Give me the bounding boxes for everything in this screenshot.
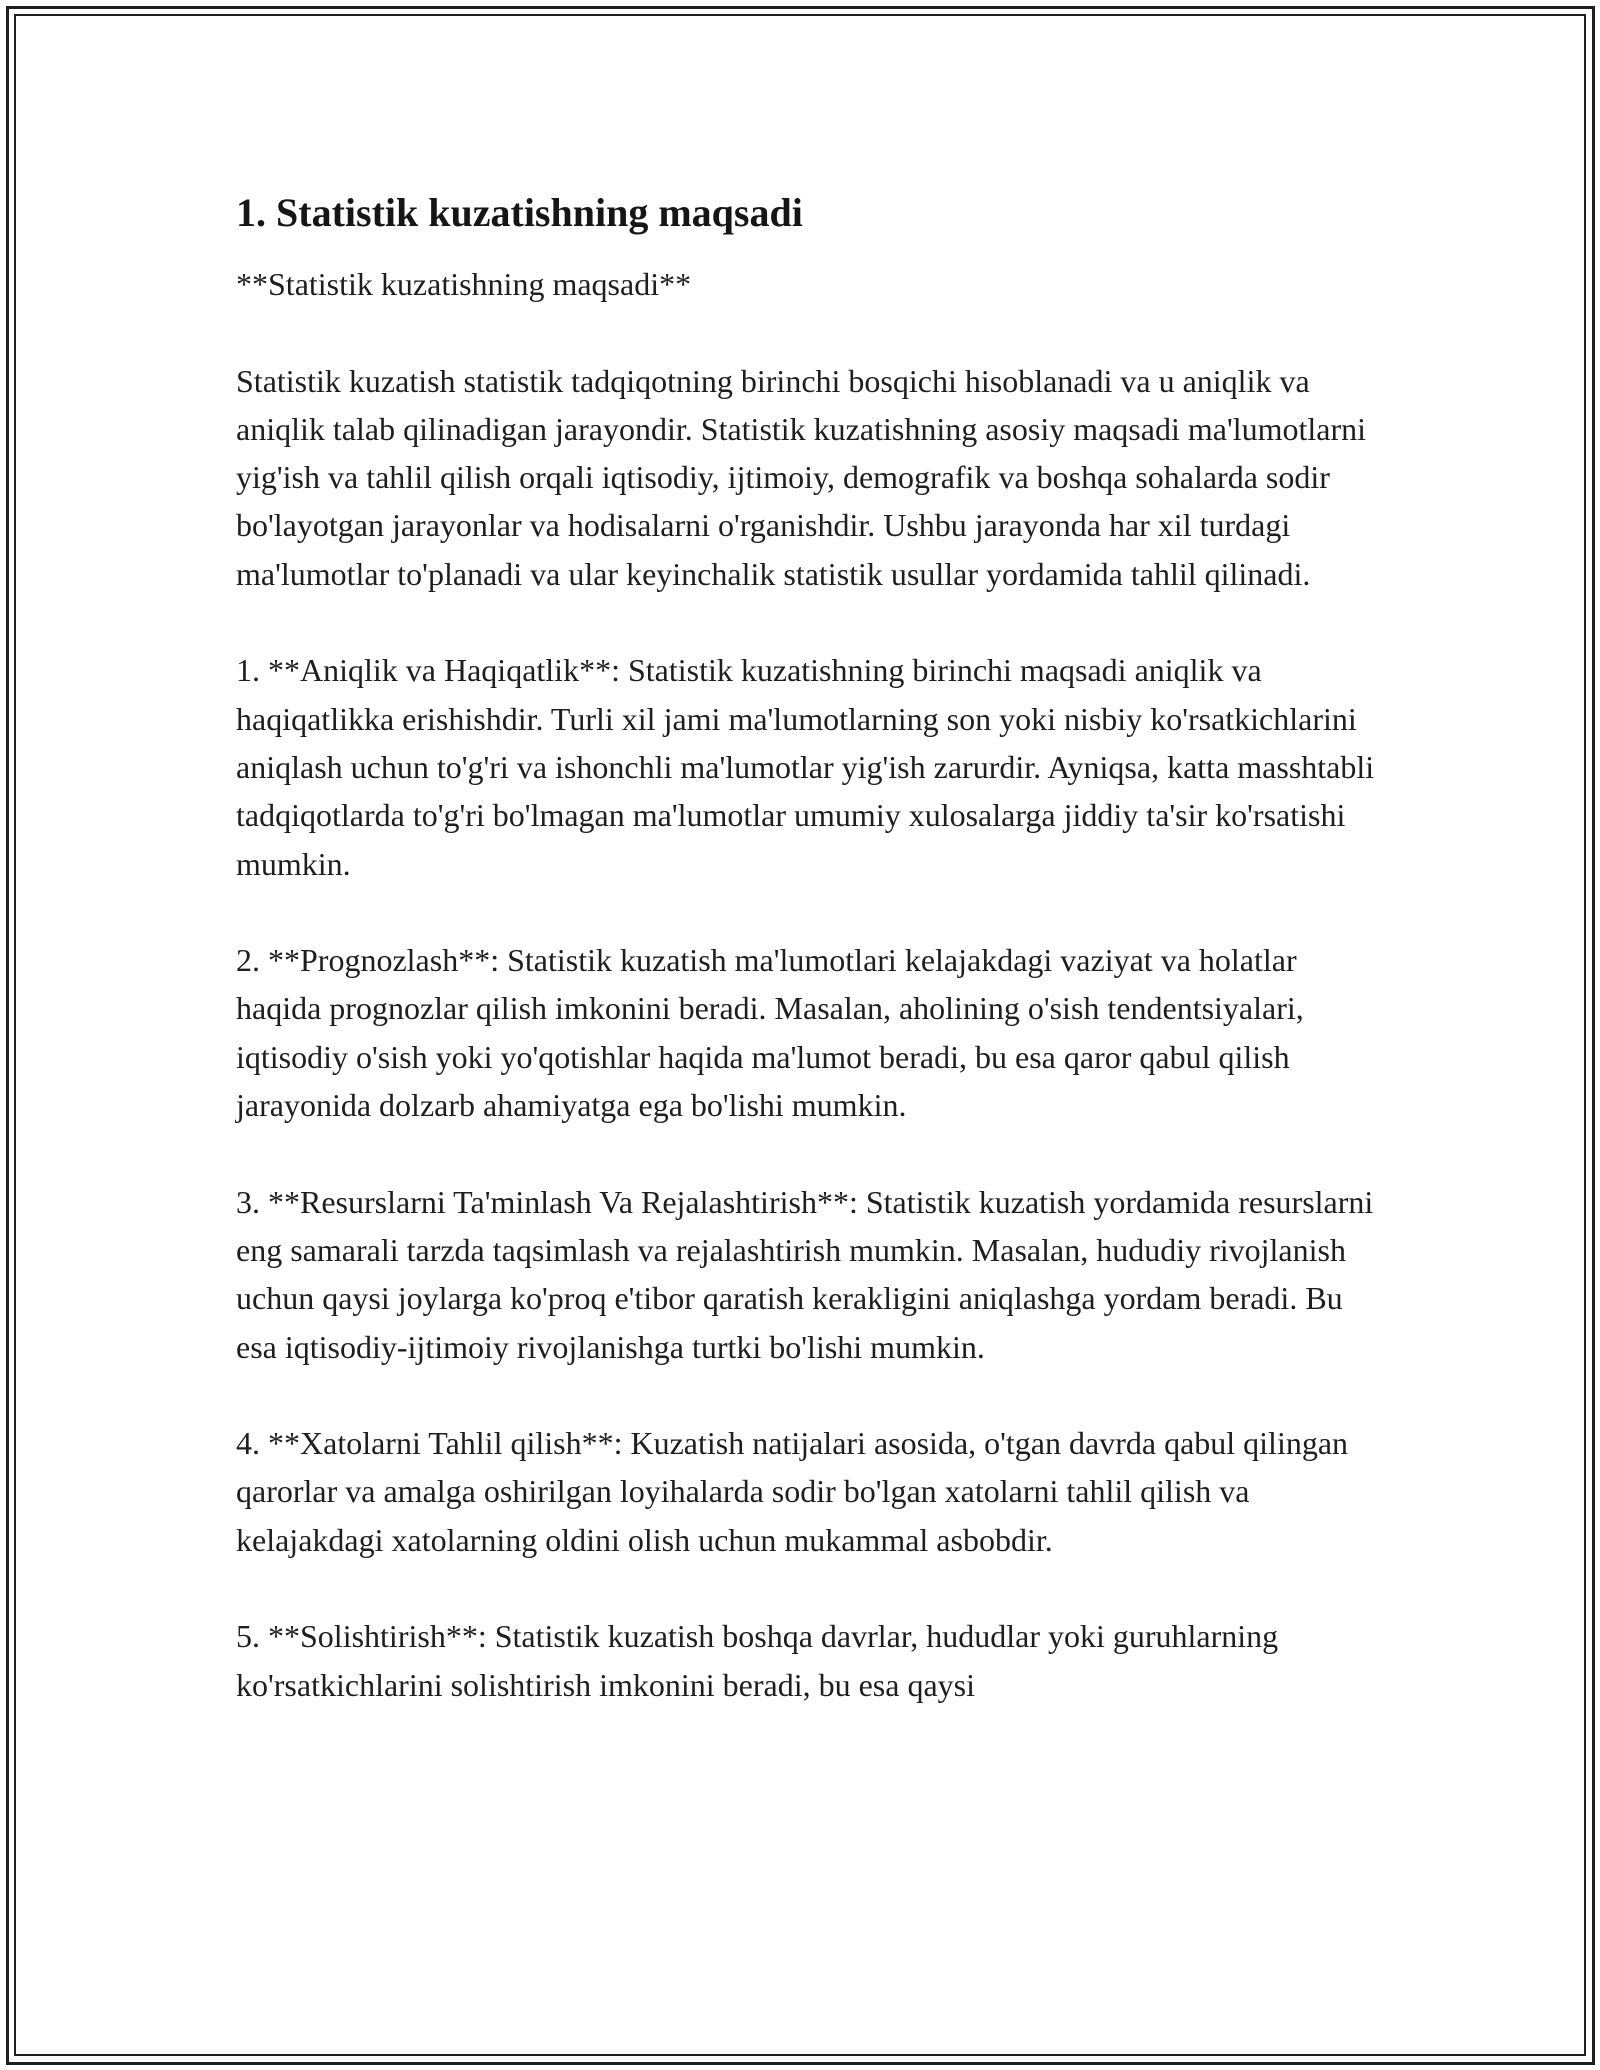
intro-paragraph: Statistik kuzatish statistik tadqiqotning birinchi bosqichi hisoblanadi va u aniqlik va aniqlik talab qilinadigan jarayondir. Statistik kuzatishning asosiy maqsadi ma'lumotlarni yig'ish va tahlil qilish orqali iqtisodiy, ijtimoiy, demografik va boshqa sohalarda sodir bo'layotgan jarayonlar va hodisalarni o'rganishdir. Ushbu jarayonda har xil turdagi ma'lumotlar to'planadi va ular keyinchalik statistik usullar yordamida tahlil qilinadi. bbox=[236, 362, 1367, 592]
section-subtitle: **Statistik kuzatishning maqsadi** bbox=[236, 266, 692, 302]
point-comparison-paragraph: 5. **Solishtirish**: Statistik kuzatish boshqa davrlar, hududlar yoki guruhlarning ko'rsatkichlarini solishtirish imkonini beradi, bu esa qaysi bbox=[236, 1618, 1279, 1703]
point-error-analysis-paragraph: 4. **Xatolarni Tahlil qilish**: Kuzatish natijalari asosida, o'tgan davrda qabul qilingan qarorlar va amalga oshirilgan loyihalarda sodir bo'lgan xatolarni tahlil qilish va kelajakdagi xatolarning oldini olish uchun mukammal asbobdir. bbox=[236, 1425, 1349, 1558]
point-resources-paragraph: 3. **Resurslarni Ta'minlash Va Rejalashtirish**: Statistik kuzatish yordamida resurslarni eng samarali tarzda taqsimlash va rejalashtirish mumkin. Masalan, hududiy rivojlanish uchun qaysi joylarga ko'proq e'tibor qaratish kerakligini aniqlashga yordam beradi. Bu esa iqtisodiy-ijtimoiy rivojlanishga turtki bo'lishi mumkin. bbox=[236, 1183, 1374, 1365]
point-forecasting-paragraph: 2. **Prognozlash**: Statistik kuzatish ma'lumotlari kelajakdagi vaziyat va holatlar haqida prognozlar qilish imkonini beradi. Masalan, aholining o'sish tendentsiyalari, iqtisodiy o'sish yoki yo'qotishlar haqida ma'lumot beradi, bu esa qaror qabul qilish jarayonida dolzarb ahamiyatga ega bo'lishi mumkin. bbox=[236, 942, 1304, 1124]
page-title: 1. Statistik kuzatishning maqsadi bbox=[236, 190, 803, 235]
point-accuracy-paragraph: 1. **Aniqlik va Haqiqatlik**: Statistik kuzatishning birinchi maqsadi aniqlik va haqiqatlikka erishishdir. Turli xil jami ma'lumotlarning son yoki nisbiy ko'rsatkichlarini aniqlash uchun to'g'ri va ishonchli ma'lumotlar yig'ish zarurdir. Ayniqsa, katta masshtabli tadqiqotlarda to'g'ri bo'lmagan ma'lumotlar umumiy xulosalarga jiddiy ta'sir ko'rsatishi mumkin. bbox=[236, 652, 1375, 882]
document-body bbox=[236, 186, 1386, 1757]
